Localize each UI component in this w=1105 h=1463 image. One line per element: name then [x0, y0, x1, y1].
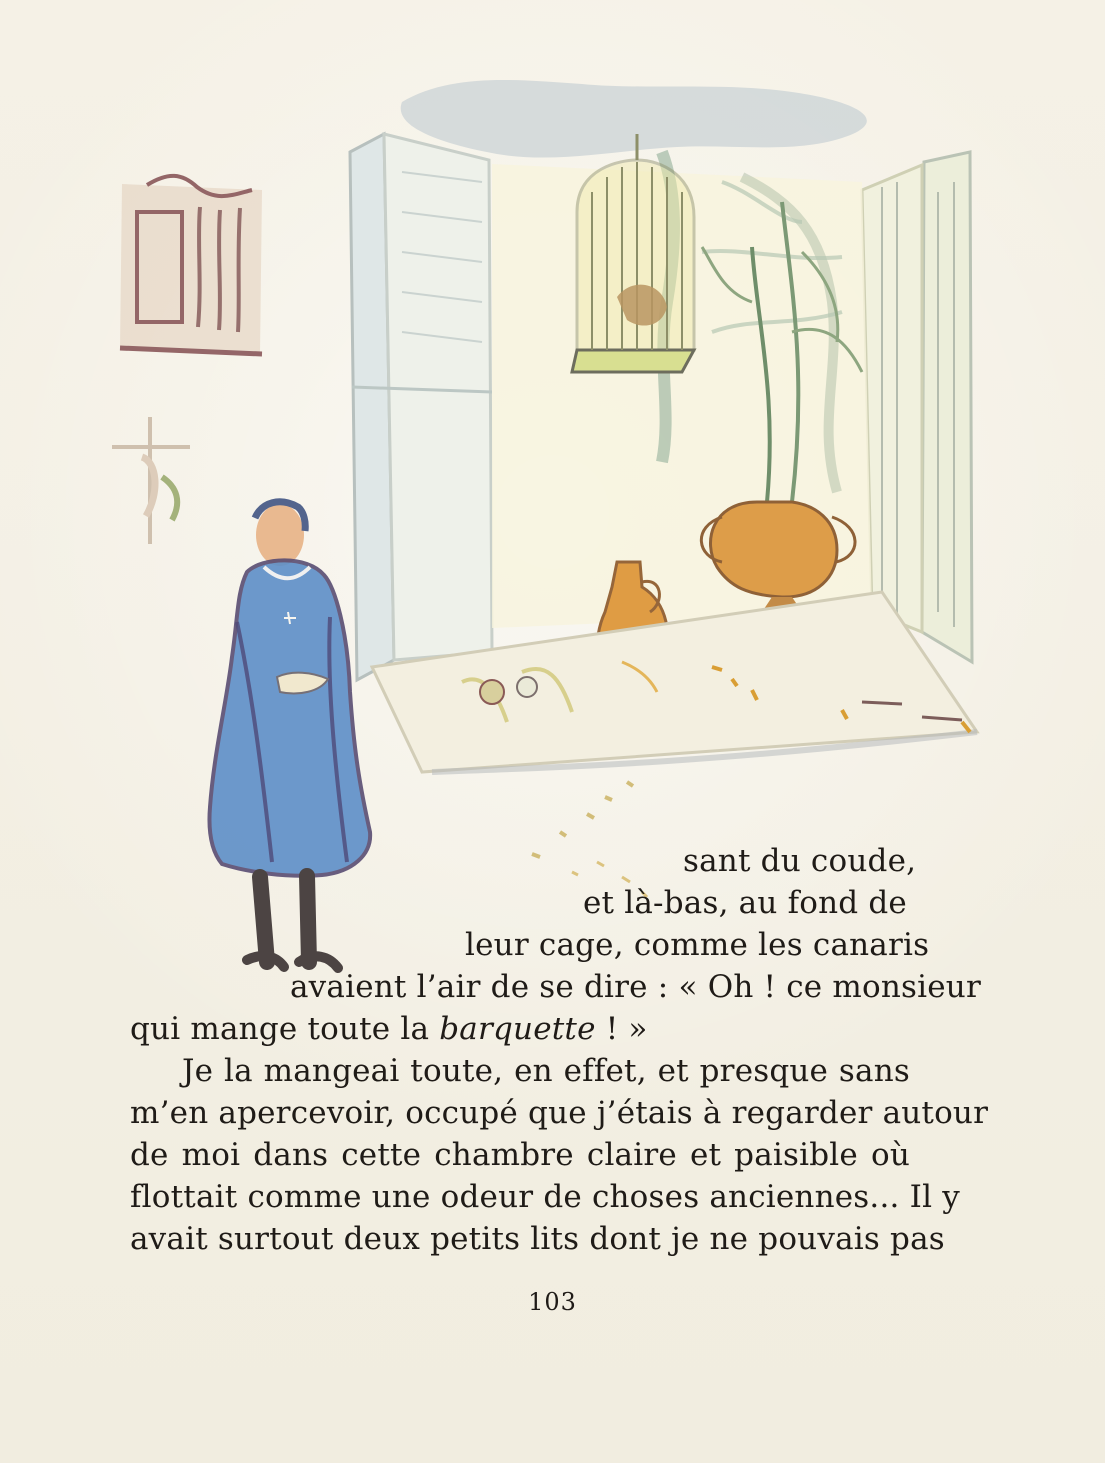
- text-line: avaient l’air de se dire : « Oh ! ce monsieur: [290, 969, 981, 1005]
- text-line: sant du coude,: [683, 843, 917, 879]
- text-line: avait surtout deux petits lits dont je ne pouvais pas: [130, 1221, 945, 1257]
- text-line: leur cage, comme les canaris: [465, 927, 930, 963]
- text-fragment: qui mange toute la: [130, 1011, 440, 1047]
- right-shutter: [862, 152, 972, 662]
- sky-wash: [401, 80, 867, 158]
- crucifix: [112, 417, 190, 544]
- italic-word: barquette: [439, 1011, 596, 1047]
- text-line: m’en apercevoir, occupé que j’étais à regarder autour: [130, 1095, 989, 1131]
- text-line: Je la mangeai toute, en effet, et presque sans: [182, 1053, 910, 1089]
- page-number: 103: [528, 1288, 577, 1316]
- text-line: flottait comme une odeur de choses anciennes... Il y: [130, 1179, 960, 1215]
- body-text: [130, 840, 989, 1260]
- wall-cabinet: [120, 176, 262, 354]
- text-line: et là-bas, au fond de: [583, 885, 907, 921]
- text-line-with-italic: [130, 1008, 910, 1050]
- text-line: de moi dans cette chambre claire et paisible où: [130, 1137, 910, 1173]
- text-fragment: ! »: [595, 1011, 648, 1047]
- left-shutter: [350, 134, 492, 680]
